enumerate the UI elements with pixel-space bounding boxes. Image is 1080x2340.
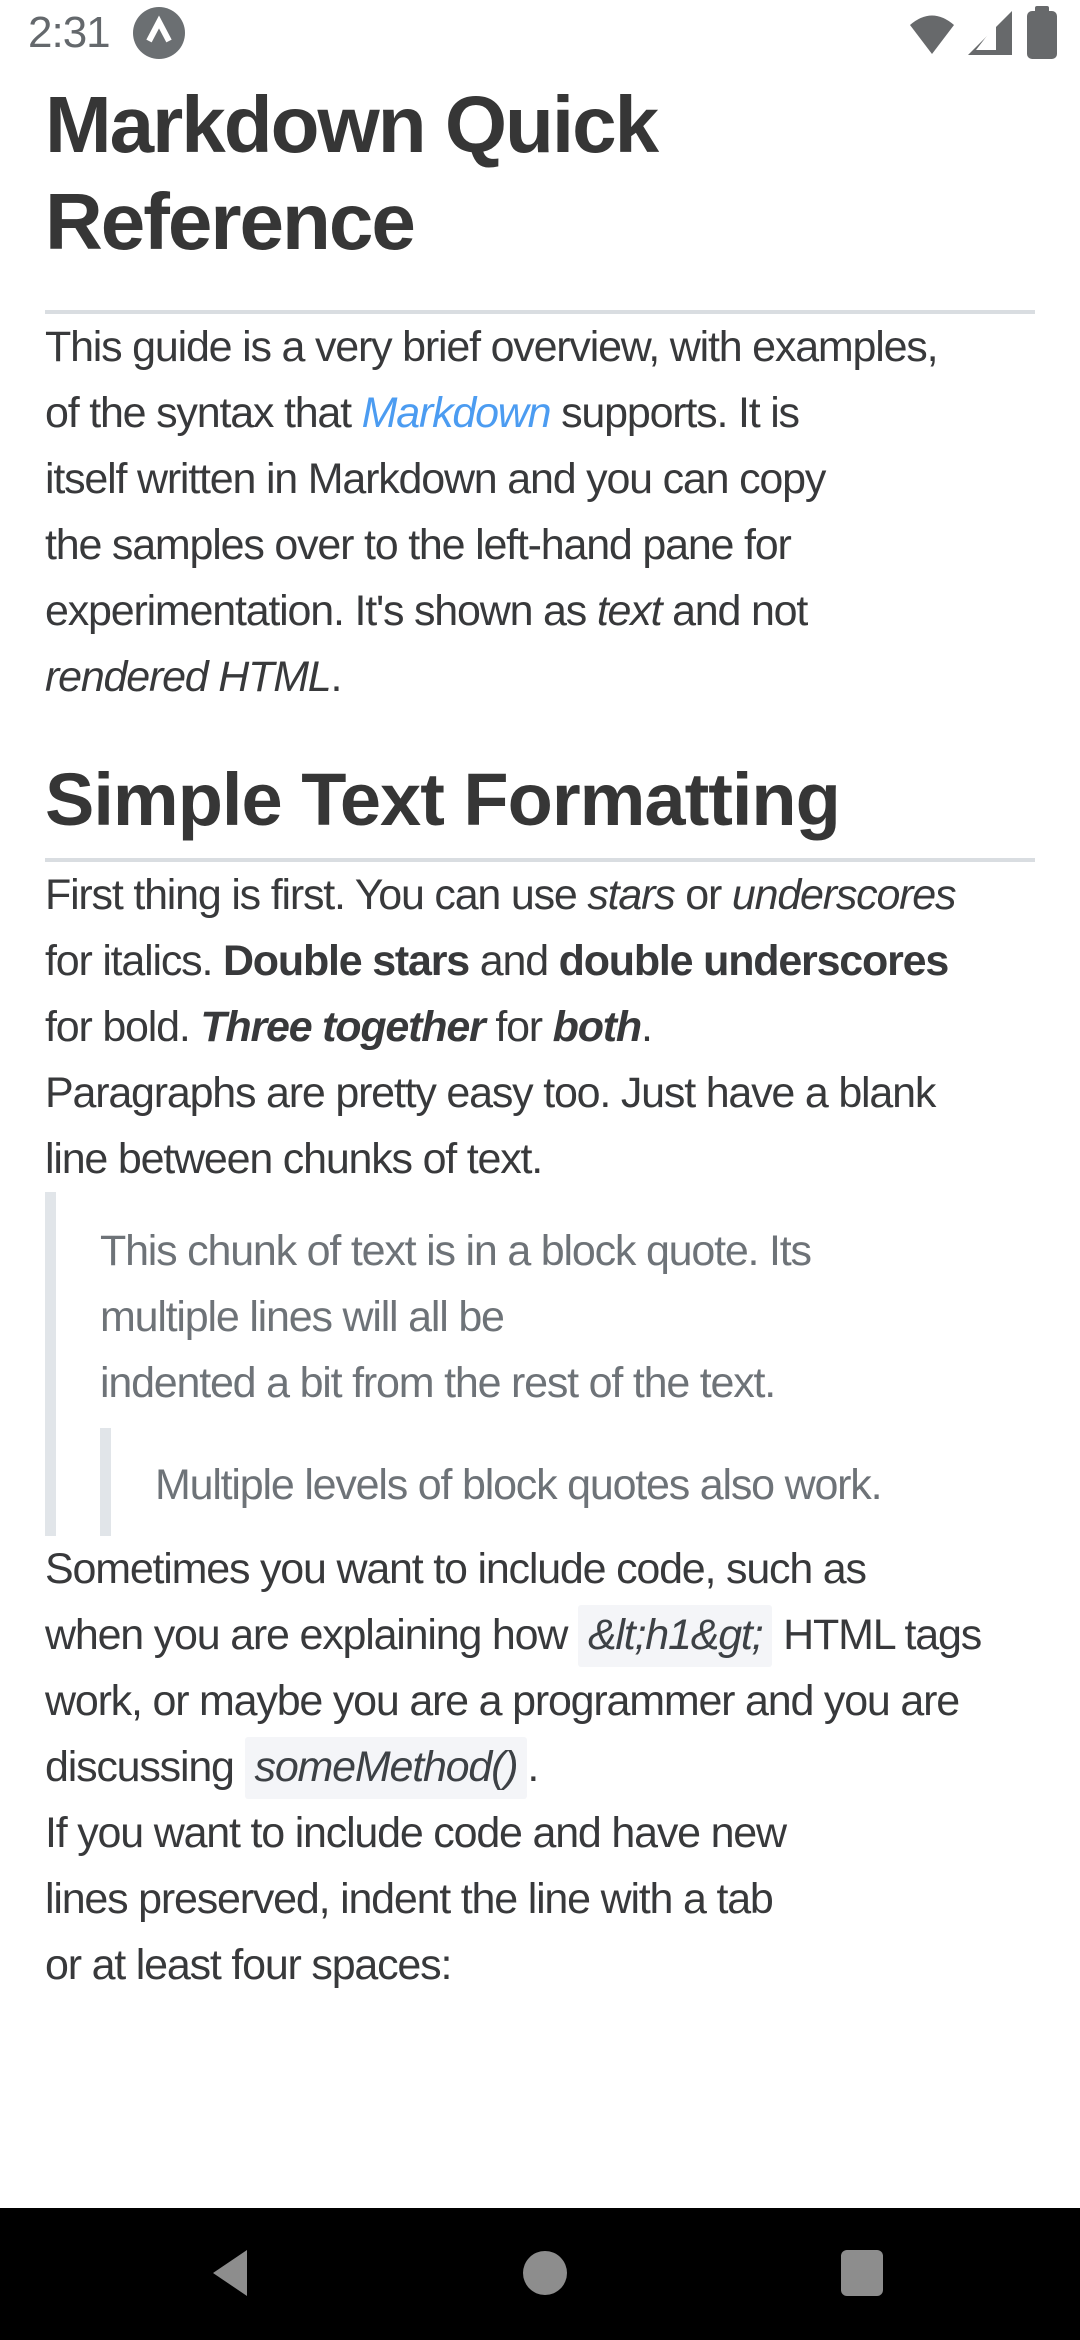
text-segment: underscores [731, 871, 956, 919]
text-segment: the samples over to the left-hand pane for [45, 521, 791, 569]
cell-signal-icon [968, 11, 1014, 55]
text-segment: double underscores [558, 937, 949, 985]
text-segment: line between chunks of text. [45, 1135, 543, 1183]
paragraph-line [45, 644, 1035, 710]
text-segment: Three together [200, 1003, 485, 1051]
status-time: 2:31 [28, 8, 110, 57]
text-segment: work, or maybe you are a programmer and you are [45, 1677, 959, 1725]
text-segment: supports. It is [550, 389, 799, 437]
text-segment: This guide is a very brief overview, with examples, [45, 323, 938, 371]
preformatted-paragraph [45, 1800, 1035, 1998]
text-segment: First thing is first. You can use [45, 871, 588, 919]
recents-square-icon [840, 2249, 884, 2300]
paragraph-line [100, 1218, 1035, 1284]
paragraph-line [45, 380, 1035, 446]
text-segment: Markdown Quick [45, 80, 658, 169]
text-segment: stars [587, 871, 675, 919]
text-segment: both [552, 1003, 641, 1051]
paragraph-line [155, 1452, 1035, 1518]
paragraph-line [45, 928, 1035, 994]
battery-icon [1026, 6, 1058, 60]
paragraph-line [45, 1734, 1035, 1800]
chevron-up-circle-icon [132, 6, 186, 60]
wifi-icon [908, 11, 956, 55]
text-segment: Paragraphs are pretty easy too. Just have a blank [45, 1069, 936, 1117]
text-segment: indented a bit from the rest of the text. [100, 1359, 776, 1407]
text-segment: and [469, 937, 559, 985]
home-circle-icon [522, 2250, 568, 2299]
text-segment: Multiple levels of block quotes also work. [155, 1461, 882, 1509]
paragraph-line [45, 446, 1035, 512]
text-segment: . [527, 1743, 539, 1791]
text-segment: multiple lines will all be [100, 1293, 504, 1341]
text-segment: . [330, 653, 342, 701]
text-segment: text [596, 587, 662, 635]
text-segment: or [674, 871, 732, 919]
back-button[interactable] [170, 2208, 290, 2340]
text-segment: itself written in Markdown and you can copy [45, 455, 826, 503]
navigation-bar [0, 2208, 1080, 2340]
text-segment: Double stars [222, 937, 470, 985]
paragraph-line [45, 512, 1035, 578]
text-segment: If you want to include code and have new [45, 1809, 786, 1857]
text-segment: rendered HTML [45, 653, 331, 701]
nested-blockquote [100, 1428, 1035, 1536]
text-segment: of the syntax that [45, 389, 362, 437]
status-bar [0, 0, 1080, 66]
text-segment: experimentation. It's shown as [45, 587, 597, 635]
document[interactable] [0, 76, 1080, 1998]
formatting-paragraph [45, 862, 1035, 1060]
paragraph-line [45, 1800, 1035, 1866]
markdown-link[interactable]: Markdown [361, 389, 551, 437]
paragraph-line [100, 1350, 1035, 1416]
text-segment: for [484, 1003, 553, 1051]
text-segment: HTML tags [772, 1611, 982, 1659]
blockquote [45, 1192, 1035, 1536]
recents-button[interactable] [802, 2208, 922, 2340]
intro-paragraph [45, 314, 1035, 710]
text-segment: for italics. [45, 937, 223, 985]
text-segment: discussing [45, 1743, 245, 1791]
text-segment: or at least four spaces: [45, 1941, 452, 1989]
paragraph-line [45, 578, 1035, 644]
paragraph-line [45, 1866, 1035, 1932]
text-segment: This chunk of text is in a block quote. Its [100, 1227, 811, 1275]
paragraph-line [45, 1126, 1035, 1192]
section-title [45, 756, 1035, 862]
text-segment: . [640, 1003, 652, 1051]
paragraph-line [45, 1536, 1035, 1602]
text-segment: Simple Text Formatting [45, 758, 840, 841]
paragraph-line [45, 1060, 1035, 1126]
paragraph-line [100, 1284, 1035, 1350]
code-span: &lt;h1&gt; [578, 1605, 772, 1667]
back-triangle-icon [211, 2249, 249, 2300]
paragraph-line [45, 76, 1035, 173]
paragraph-line [45, 1932, 1035, 1998]
code-paragraph [45, 1536, 1035, 1800]
paragraphs-paragraph [45, 1060, 1035, 1192]
page-title [45, 76, 1035, 314]
text-segment: when you are explaining how [45, 1611, 578, 1659]
paragraph-line [45, 756, 1035, 844]
text-segment: lines preserved, indent the line with a tab [45, 1875, 773, 1923]
home-button[interactable] [485, 2208, 605, 2340]
paragraph-line [45, 1602, 1035, 1668]
text-segment: Sometimes you want to include code, such as [45, 1545, 866, 1593]
paragraph-line [45, 314, 1035, 380]
paragraph-line [45, 994, 1035, 1060]
code-span: someMethod() [245, 1737, 528, 1799]
paragraph-line [45, 173, 1035, 270]
text-segment: for bold. [45, 1003, 201, 1051]
paragraph-line [45, 862, 1035, 928]
text-segment: and not [661, 587, 808, 635]
paragraph-line [45, 1668, 1035, 1734]
text-segment: Reference [45, 177, 414, 266]
